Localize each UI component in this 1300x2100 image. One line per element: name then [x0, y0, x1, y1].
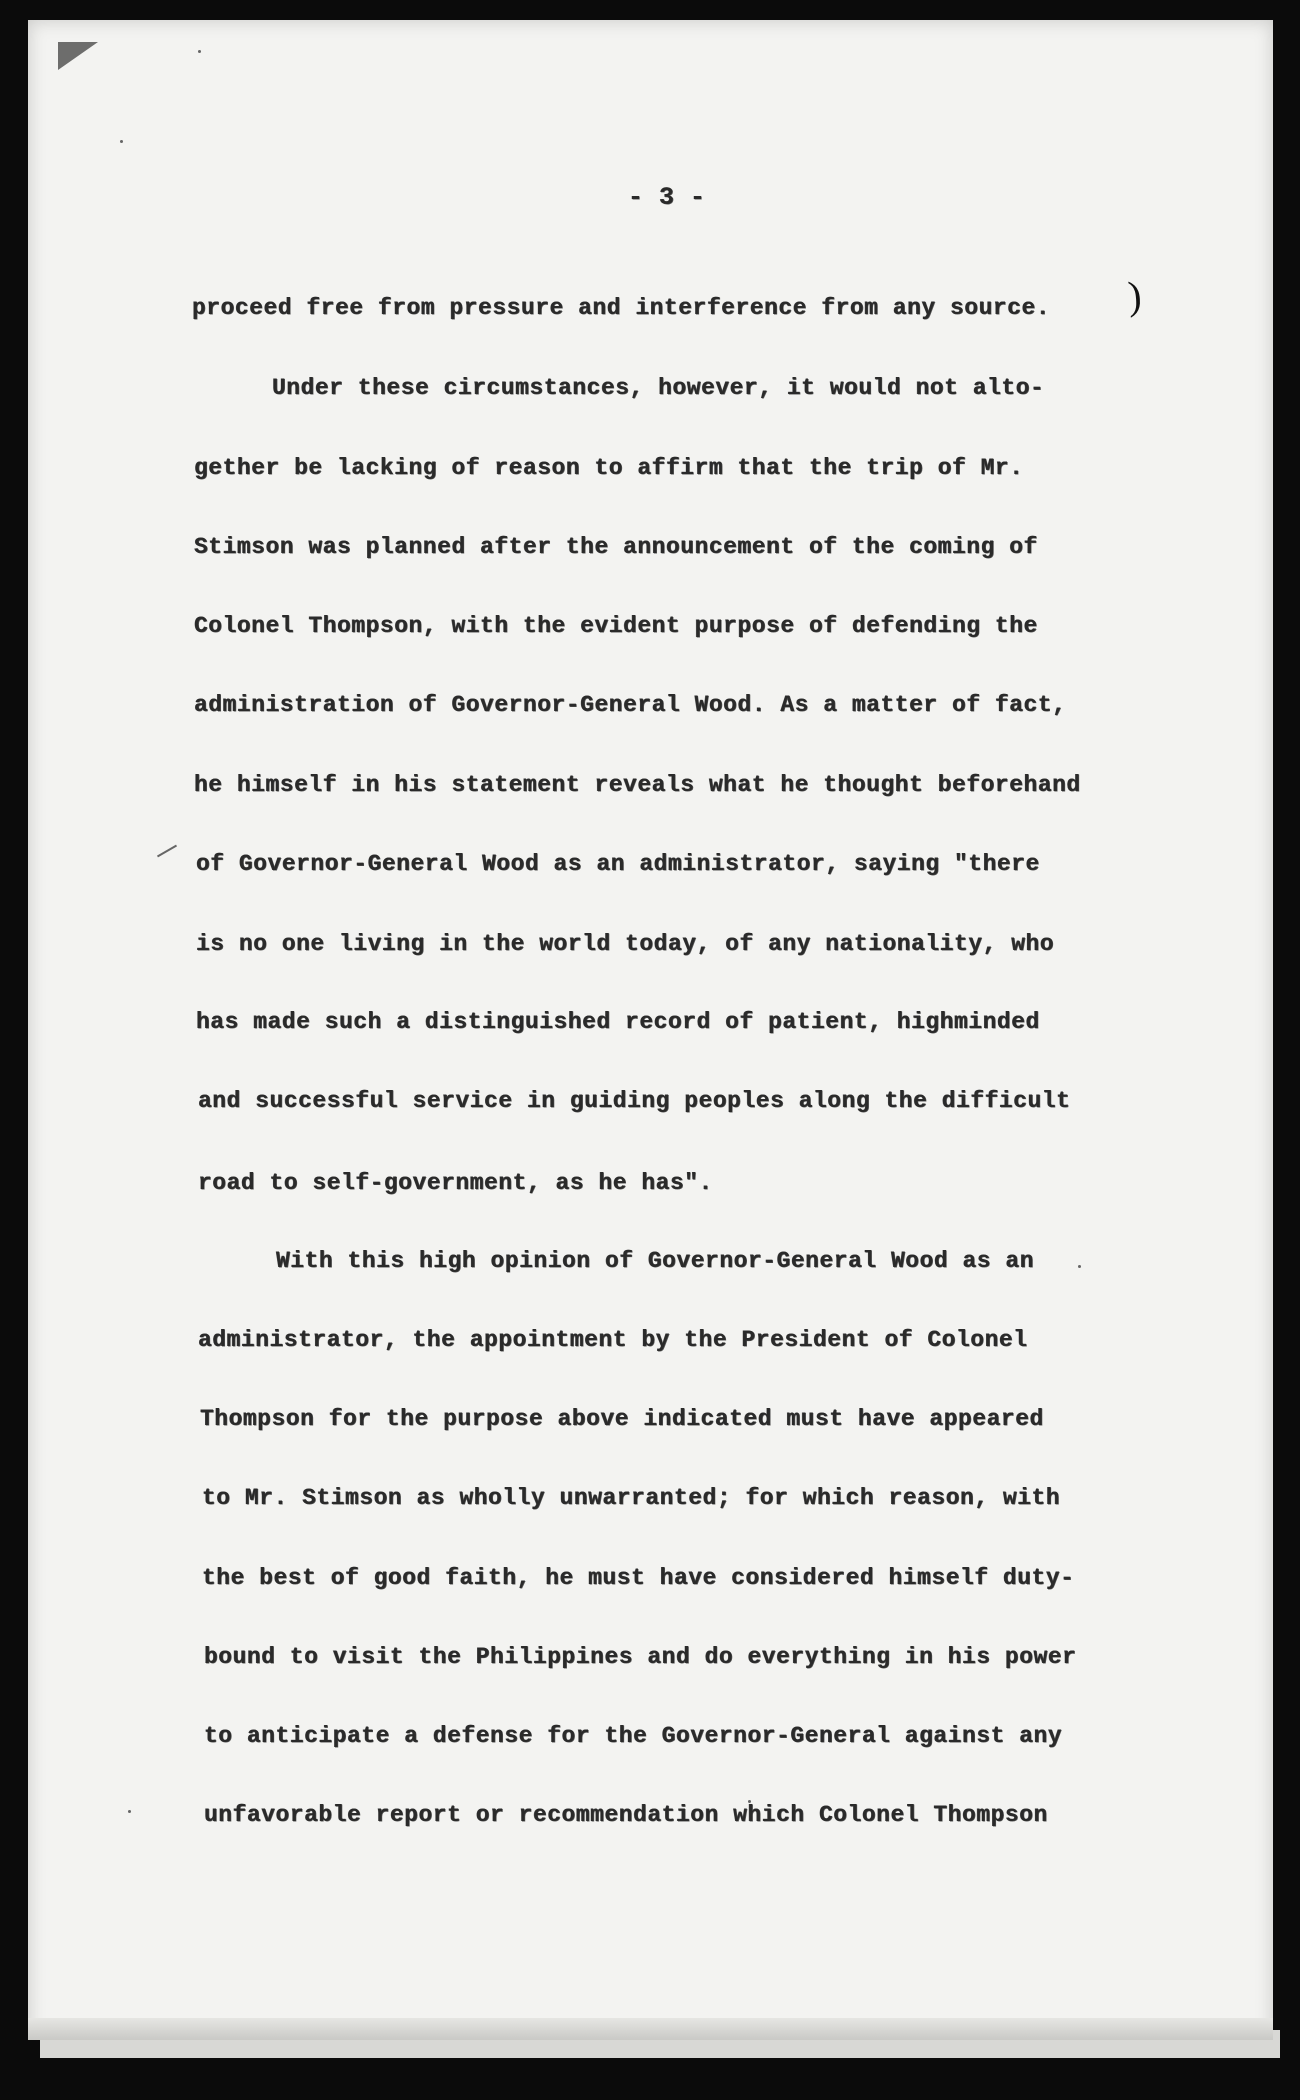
text-line-17: the best of good faith, he must have considered himself duty- [202, 1565, 1075, 1591]
text-line-14: administrator, the appointment by the President of Colonel [198, 1327, 1028, 1353]
text-line-11: and successful service in guiding peoples along the difficult [198, 1088, 1071, 1114]
paper-speck [198, 50, 201, 53]
text-line-2: Under these circumstances, however, it would not alto- [272, 375, 1045, 401]
text-line-9: is no one living in the world today, of any nationality, who [196, 931, 1055, 957]
text-line-19: to anticipate a defense for the Governor-General against any [204, 1723, 1063, 1749]
text-line-7: he himself in his statement reveals what he thought beforehand [194, 772, 1081, 798]
text-line-10: has made such a distinguished record of patient, highminded [196, 1009, 1040, 1035]
text-line-5: Colonel Thompson, with the evident purpose of defending the [194, 613, 1038, 639]
text-line-18: bound to visit the Philippines and do everything in his power [204, 1644, 1077, 1670]
handwritten-parenthesis: ) [1126, 272, 1143, 319]
paper-speck [128, 1810, 131, 1813]
text-line-6: administration of Governor-General Wood. As a matter of fact, [194, 692, 1067, 718]
paper-speck [1078, 1265, 1081, 1268]
page-number: - 3 - [628, 183, 706, 212]
text-line-8: of Governor-General Wood as an administrator, saying "there [196, 851, 1040, 877]
text-line-3: gether be lacking of reason to affirm that the trip of Mr. [194, 455, 1024, 481]
pencil-mark [157, 845, 177, 858]
text-line-4: Stimson was planned after the announcement of the coming of [194, 534, 1038, 560]
text-line-20: unfavorable report or recommendation which Colonel Thompson [204, 1802, 1048, 1828]
text-line-15: Thompson for the purpose above indicated must have appeared [200, 1406, 1044, 1432]
text-line-1: proceed free from pressure and interference from any source. [192, 295, 1051, 321]
paper-speck [120, 140, 123, 143]
text-line-16: to Mr. Stimson as wholly unwarranted; for which reason, with [202, 1485, 1061, 1511]
text-line-12: road to self-government, as he has". [198, 1170, 713, 1196]
page-corner-fold-icon [58, 42, 98, 70]
text-line-13: With this high opinion of Governor-General Wood as an [276, 1248, 1035, 1274]
